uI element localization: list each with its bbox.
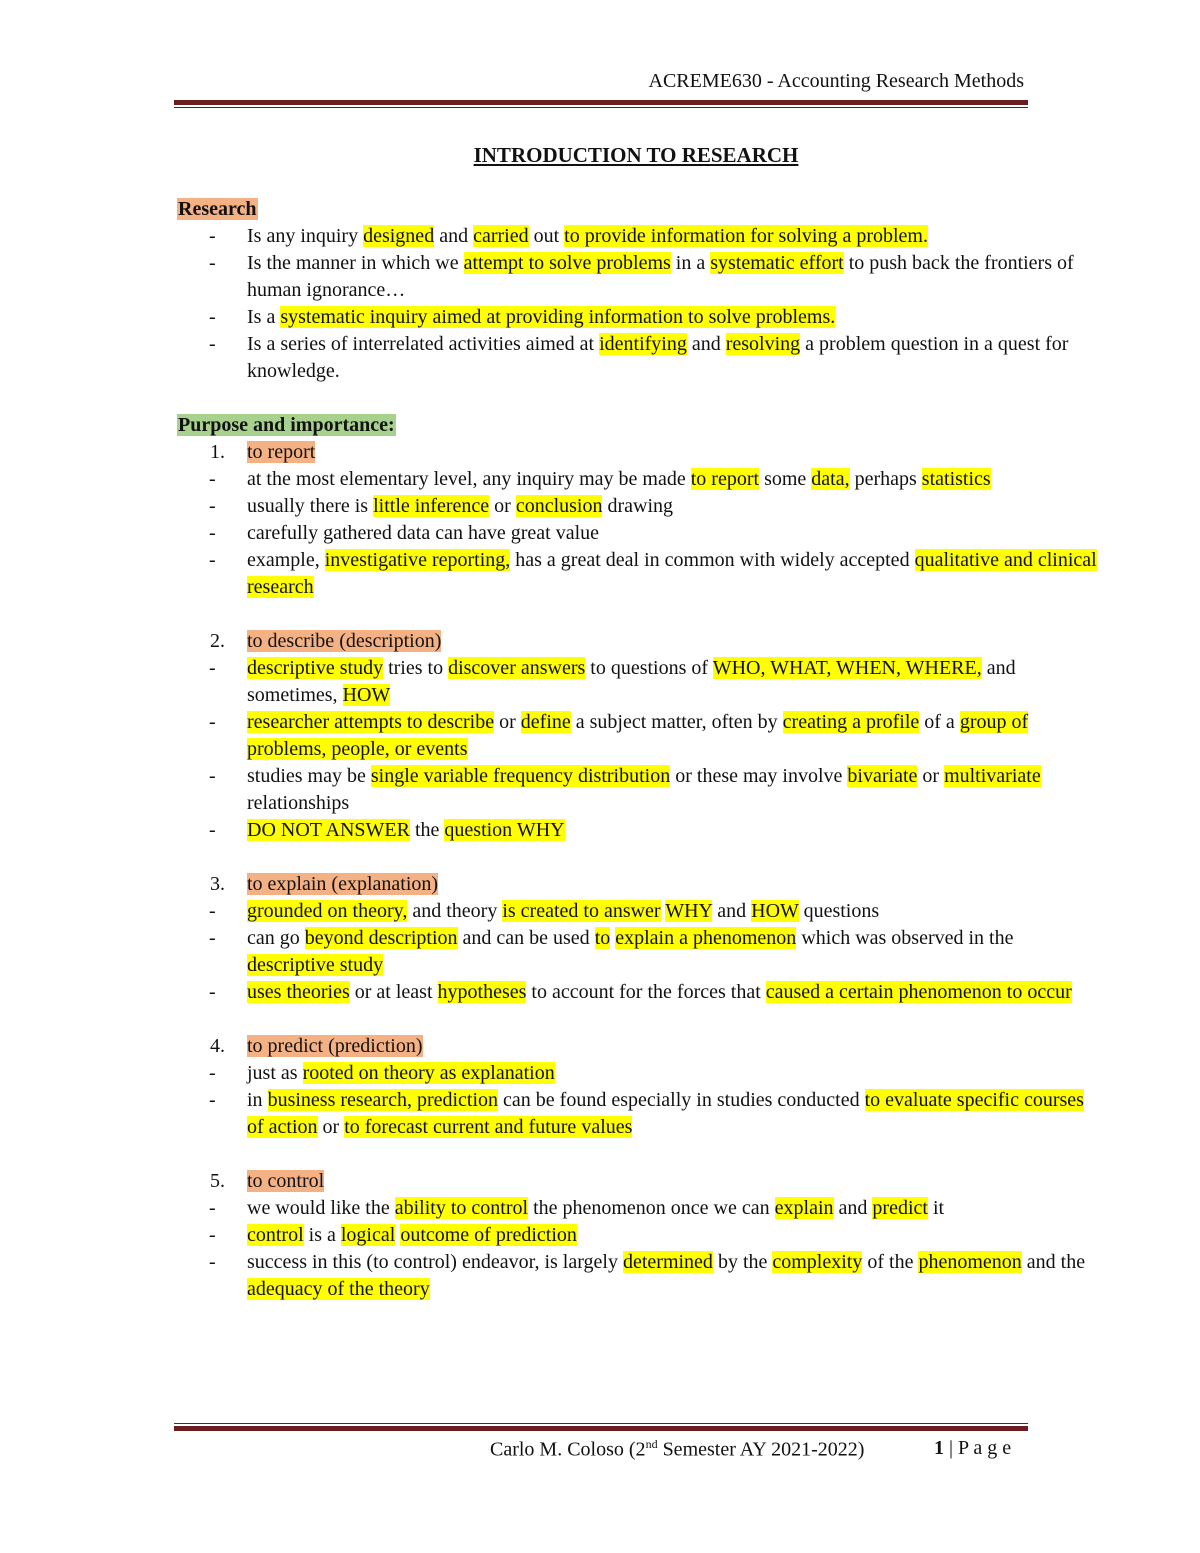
document-body [177, 196, 1097, 1303]
dash-bullet: - [209, 468, 216, 490]
text-run: questions [798, 900, 880, 922]
text-run: some [759, 468, 812, 490]
list-item-text [247, 495, 673, 517]
list-item-text [247, 522, 599, 544]
highlighted-text: identifying [599, 333, 687, 355]
list-item [177, 466, 1097, 493]
highlighted-text: caused a certain phenomenon to occur [765, 981, 1072, 1003]
highlighted-text: qualitative and clinical research [247, 549, 1097, 598]
highlighted-text: explain a phenomenon [615, 927, 797, 949]
list-item [177, 655, 1097, 709]
text-run: tries to [383, 657, 449, 679]
text-run: in a [670, 252, 711, 274]
text-run: and [686, 333, 726, 355]
list-item-text [247, 819, 565, 841]
list-item-text [247, 1251, 1085, 1300]
text-run: and [712, 900, 752, 922]
numbered-item [177, 439, 1097, 466]
list-item-text [247, 225, 928, 247]
highlighted-text: to forecast current and future values [344, 1116, 633, 1138]
dash-bullet: - [209, 927, 216, 949]
highlighted-text: phenomenon [918, 1251, 1022, 1273]
dash-bullet: - [209, 306, 216, 328]
list-item-text [247, 306, 835, 328]
highlighted-text: researcher attempts to [247, 711, 428, 733]
item-title: to predict (prediction) [247, 1035, 423, 1057]
dash-bullet: - [209, 765, 216, 787]
text-run: to questions of [585, 657, 713, 679]
text-run: we would like the [247, 1197, 395, 1219]
highlighted-text: data, [811, 468, 850, 490]
highlighted-text: business research, prediction [267, 1089, 499, 1111]
list-item-text [247, 981, 1072, 1003]
dash-bullet: - [209, 225, 216, 247]
highlighted-text: resolving [725, 333, 801, 355]
list-item [177, 304, 1097, 331]
list-item [177, 1087, 1097, 1141]
highlighted-text: hypotheses [437, 981, 527, 1003]
text-run: can go [247, 927, 305, 949]
dash-bullet: - [209, 819, 216, 841]
numbered-item [177, 1168, 1097, 1195]
text-run: or [917, 765, 945, 787]
highlighted-text: group of problems, people, or events [247, 711, 1029, 760]
dash-bullet: - [209, 711, 216, 733]
text-run: is a [303, 1224, 341, 1246]
text-run: in [247, 1089, 268, 1111]
text-run: Is the manner in which we [247, 252, 464, 274]
section-heading-text: Research [178, 198, 257, 220]
list-item-text [247, 1224, 577, 1246]
highlighted-text: attempt to solve problems [463, 252, 671, 274]
spacer [177, 601, 1097, 628]
text-run: or [489, 495, 516, 517]
text-run: which was observed in the [796, 927, 1014, 949]
list-item-text [247, 468, 991, 490]
list-item-text [247, 252, 1074, 301]
highlighted-text: DO NOT ANSWER [247, 819, 410, 841]
list-item [177, 763, 1097, 817]
item-number: 5. [210, 1170, 225, 1192]
text-run: relationships [247, 792, 350, 814]
numbered-item [177, 871, 1097, 898]
header-rule-thin [174, 107, 1028, 108]
list-item [177, 979, 1097, 1006]
list-item [177, 520, 1097, 547]
highlighted-text: describe [427, 711, 495, 733]
dash-bullet: - [209, 1224, 216, 1246]
item-number: 2. [210, 630, 225, 652]
highlighted-text: discover answers [448, 657, 586, 679]
dash-bullet: - [209, 1062, 216, 1084]
text-run: to account for the forces that [526, 981, 766, 1003]
highlighted-text: WHY [665, 900, 713, 922]
dash-bullet: - [209, 657, 216, 679]
list-item [177, 1060, 1097, 1087]
highlighted-text: descriptive study [247, 954, 384, 976]
highlighted-text: HOW [751, 900, 799, 922]
highlighted-text: uses theories [247, 981, 350, 1003]
item-title: to explain (explanation) [247, 873, 439, 895]
highlighted-text: control [247, 1224, 304, 1246]
section-heading-purpose [177, 412, 396, 439]
numbered-item [177, 1033, 1097, 1060]
list-item [177, 223, 1097, 250]
dash-bullet: - [209, 549, 216, 571]
list-item [177, 817, 1097, 844]
list-item-text [247, 333, 1068, 382]
list-item-text [247, 1089, 1084, 1138]
text-run: and the [1021, 1251, 1086, 1273]
list-item [177, 898, 1097, 925]
highlighted-text: designed [363, 225, 435, 247]
text-run: Is a series of interrelated activities aimed at [247, 333, 600, 355]
list-item-text [247, 711, 1028, 760]
text-run: and sometimes, [247, 657, 1016, 706]
list-item [177, 331, 1097, 385]
text-run: success in this (to control) endeavor, is largely [247, 1251, 623, 1273]
footer-rule-thin [174, 1423, 1028, 1424]
text-run: or [494, 711, 521, 733]
list-item-text [247, 1197, 944, 1219]
highlighted-text: investigative reporting, [324, 549, 511, 571]
highlighted-text: carried [473, 225, 529, 247]
dash-bullet: - [209, 252, 216, 274]
list-item-text [247, 927, 1013, 976]
text-run: Is a [247, 306, 281, 328]
dash-bullet: - [209, 1197, 216, 1219]
text-run: studies may be [247, 765, 371, 787]
running-header: ACREME630 - Accounting Research Methods [648, 70, 1024, 92]
highlighted-text: beyond description [304, 927, 458, 949]
text-run: drawing [602, 495, 674, 517]
item-number: 3. [210, 873, 225, 895]
list-item [177, 709, 1097, 763]
list-item-text [247, 765, 1041, 814]
highlighted-text: is created to answer [502, 900, 661, 922]
dash-bullet: - [209, 900, 216, 922]
dash-bullet: - [209, 522, 216, 544]
highlighted-text: little inference [373, 495, 490, 517]
list-item [177, 1249, 1097, 1303]
highlighted-text: question WHY [444, 819, 565, 841]
item-title: to describe (description) [247, 630, 442, 652]
highlighted-text: WHO, WHAT, WHEN, WHERE, [712, 657, 982, 679]
text-run: usually there is [247, 495, 374, 517]
highlighted-text: single variable frequency distribution [370, 765, 671, 787]
highlighted-text: determined [622, 1251, 713, 1273]
text-run: or [317, 1116, 345, 1138]
section-heading-research [177, 196, 258, 223]
text-run: and [434, 225, 474, 247]
highlighted-text: define [520, 711, 571, 733]
text-run: example, [247, 549, 325, 571]
item-number: 4. [210, 1035, 225, 1057]
list-item-text [247, 549, 1097, 598]
highlighted-text: systematic effort [710, 252, 844, 274]
footer-rule [174, 1426, 1028, 1431]
item-number: 1. [210, 441, 225, 463]
text-run: and theory [407, 900, 503, 922]
dash-bullet: - [209, 495, 216, 517]
text-run: a problem question in a quest for knowledge. [247, 333, 1069, 382]
text-run: perhaps [849, 468, 922, 490]
highlighted-text: logical [340, 1224, 396, 1246]
page-number: 1 | P a g e [934, 1437, 1012, 1459]
text-run: or at least [349, 981, 438, 1003]
spacer [177, 844, 1097, 871]
highlighted-text: grounded on theory, [247, 900, 408, 922]
dash-bullet: - [209, 1089, 216, 1111]
highlighted-text: to provide information for solving a problem. [564, 225, 928, 247]
text-run: of a [919, 711, 960, 733]
text-run: and [833, 1197, 873, 1219]
text-run: to push back the frontiers of human ignorance… [247, 252, 1074, 301]
text-run: carefully gathered data can have great value [247, 522, 600, 544]
list-item [177, 925, 1097, 979]
numbered-item [177, 628, 1097, 655]
highlighted-text: bivariate [847, 765, 918, 787]
list-item [177, 493, 1097, 520]
highlighted-text: adequacy of the theory [247, 1278, 430, 1300]
highlighted-text: statistics [921, 468, 991, 490]
spacer [177, 385, 1097, 412]
dash-bullet: - [209, 981, 216, 1003]
spacer [177, 1141, 1097, 1168]
list-item-text [247, 657, 1016, 706]
highlighted-text: creating a profile [782, 711, 920, 733]
text-run: has a great deal in common with widely accepted [510, 549, 915, 571]
text-run: out [528, 225, 565, 247]
highlighted-text: outcome of prediction [400, 1224, 577, 1246]
text-run: it [927, 1197, 945, 1219]
text-run: just as [247, 1062, 303, 1084]
text-run: Is any inquiry [247, 225, 364, 247]
highlighted-text: to [594, 927, 611, 949]
text-run: the [409, 819, 445, 841]
text-run: or these may involve [670, 765, 848, 787]
text-run: the phenomenon once we can [528, 1197, 775, 1219]
text-run: a subject matter, often by [570, 711, 783, 733]
item-title: to control [247, 1170, 325, 1192]
highlighted-text: rooted on theory as explanation [302, 1062, 555, 1084]
list-item [177, 1195, 1097, 1222]
text-run: and can be used [457, 927, 595, 949]
list-item [177, 1222, 1097, 1249]
list-item [177, 547, 1097, 601]
dash-bullet: - [209, 1251, 216, 1273]
list-item-text [247, 900, 879, 922]
text-run: can be found especially in studies conducted [498, 1089, 865, 1111]
highlighted-text: conclusion [515, 495, 603, 517]
item-title: to report [247, 441, 316, 463]
section-heading-text: Purpose and importance: [178, 414, 395, 436]
highlighted-text: complexity [772, 1251, 863, 1273]
text-run: at the most elementary level, any inquiry may be made [247, 468, 691, 490]
dash-bullet: - [209, 333, 216, 355]
highlighted-text: to report [690, 468, 760, 490]
footer-author: Carlo M. Coloso (2nd Semester AY 2021-2022) [490, 1437, 865, 1461]
text-run: of the [862, 1251, 919, 1273]
highlighted-text: to evaluate specific courses of action [247, 1089, 1084, 1138]
highlighted-text: predict [872, 1197, 928, 1219]
highlighted-text: descriptive study [247, 657, 384, 679]
list-item-text [247, 1062, 555, 1084]
highlighted-text: ability to control [394, 1197, 529, 1219]
highlighted-text: HOW [342, 684, 391, 706]
text-run: by the [712, 1251, 773, 1273]
highlighted-text: multivariate [944, 765, 1041, 787]
highlighted-text: explain [774, 1197, 834, 1219]
list-item [177, 250, 1097, 304]
header-rule [174, 100, 1028, 105]
highlighted-text: systematic inquiry aimed at providing information to solve problems. [280, 306, 836, 328]
page-title: INTRODUCTION TO RESEARCH [473, 143, 799, 167]
spacer [177, 1006, 1097, 1033]
